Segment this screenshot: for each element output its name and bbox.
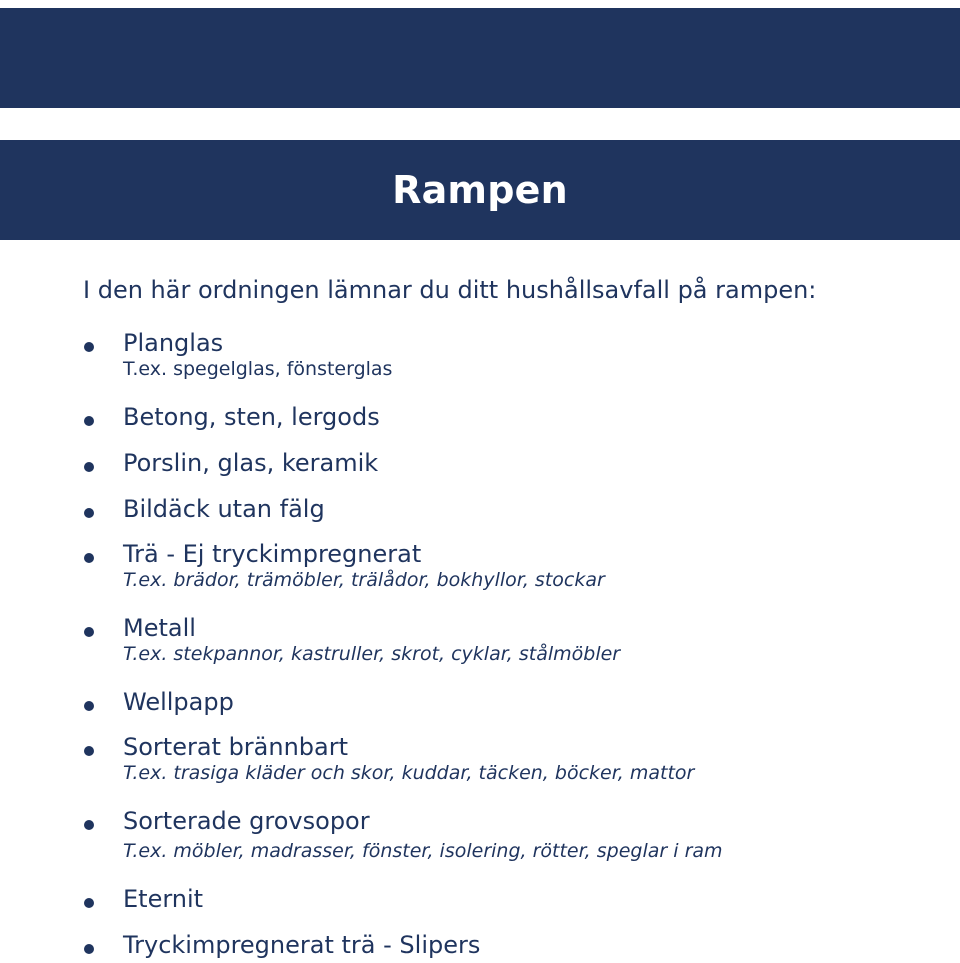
item-label: Trä - Ej tryckimpregnerat xyxy=(123,540,422,568)
bullet-icon xyxy=(84,462,94,472)
item-label: Planglas xyxy=(123,329,224,357)
item-label: Sorterade grovsopor xyxy=(123,807,370,835)
bullet-icon xyxy=(84,820,94,830)
top-banner xyxy=(0,8,960,108)
intro-text: I den här ordningen lämnar du ditt hushållsavfall på rampen: xyxy=(83,276,817,304)
page-title: Rampen xyxy=(392,168,568,212)
bullet-icon xyxy=(84,944,94,954)
item-example: T.ex. spegelglas, fönsterglas xyxy=(123,358,393,380)
bullet-icon xyxy=(84,508,94,518)
item-example: T.ex. möbler, madrasser, fönster, isolering, rötter, speglar i ram xyxy=(123,840,723,862)
item-example: T.ex. stekpannor, kastruller, skrot, cyklar, stålmöbler xyxy=(123,643,621,665)
bullet-icon xyxy=(84,342,94,352)
item-label: Wellpapp xyxy=(123,688,234,716)
item-label: Bildäck utan fälg xyxy=(123,495,325,523)
item-label: Metall xyxy=(123,614,196,642)
item-example: T.ex. trasiga kläder och skor, kuddar, täcken, böcker, mattor xyxy=(123,762,695,784)
item-label: Tryckimpregnerat trä - Slipers xyxy=(123,931,481,959)
item-label: Betong, sten, lergods xyxy=(123,403,380,431)
bullet-icon xyxy=(84,746,94,756)
item-label: Eternit xyxy=(123,885,204,913)
bullet-icon xyxy=(84,416,94,426)
item-label: Porslin, glas, keramik xyxy=(123,449,379,477)
bullet-icon xyxy=(84,898,94,908)
bullet-icon xyxy=(84,701,94,711)
item-label: Sorterat brännbart xyxy=(123,733,349,761)
bullet-icon xyxy=(84,553,94,563)
item-example: T.ex. brädor, trämöbler, trälådor, bokhyllor, stockar xyxy=(123,569,605,591)
title-banner xyxy=(0,140,960,240)
bullet-icon xyxy=(84,627,94,637)
